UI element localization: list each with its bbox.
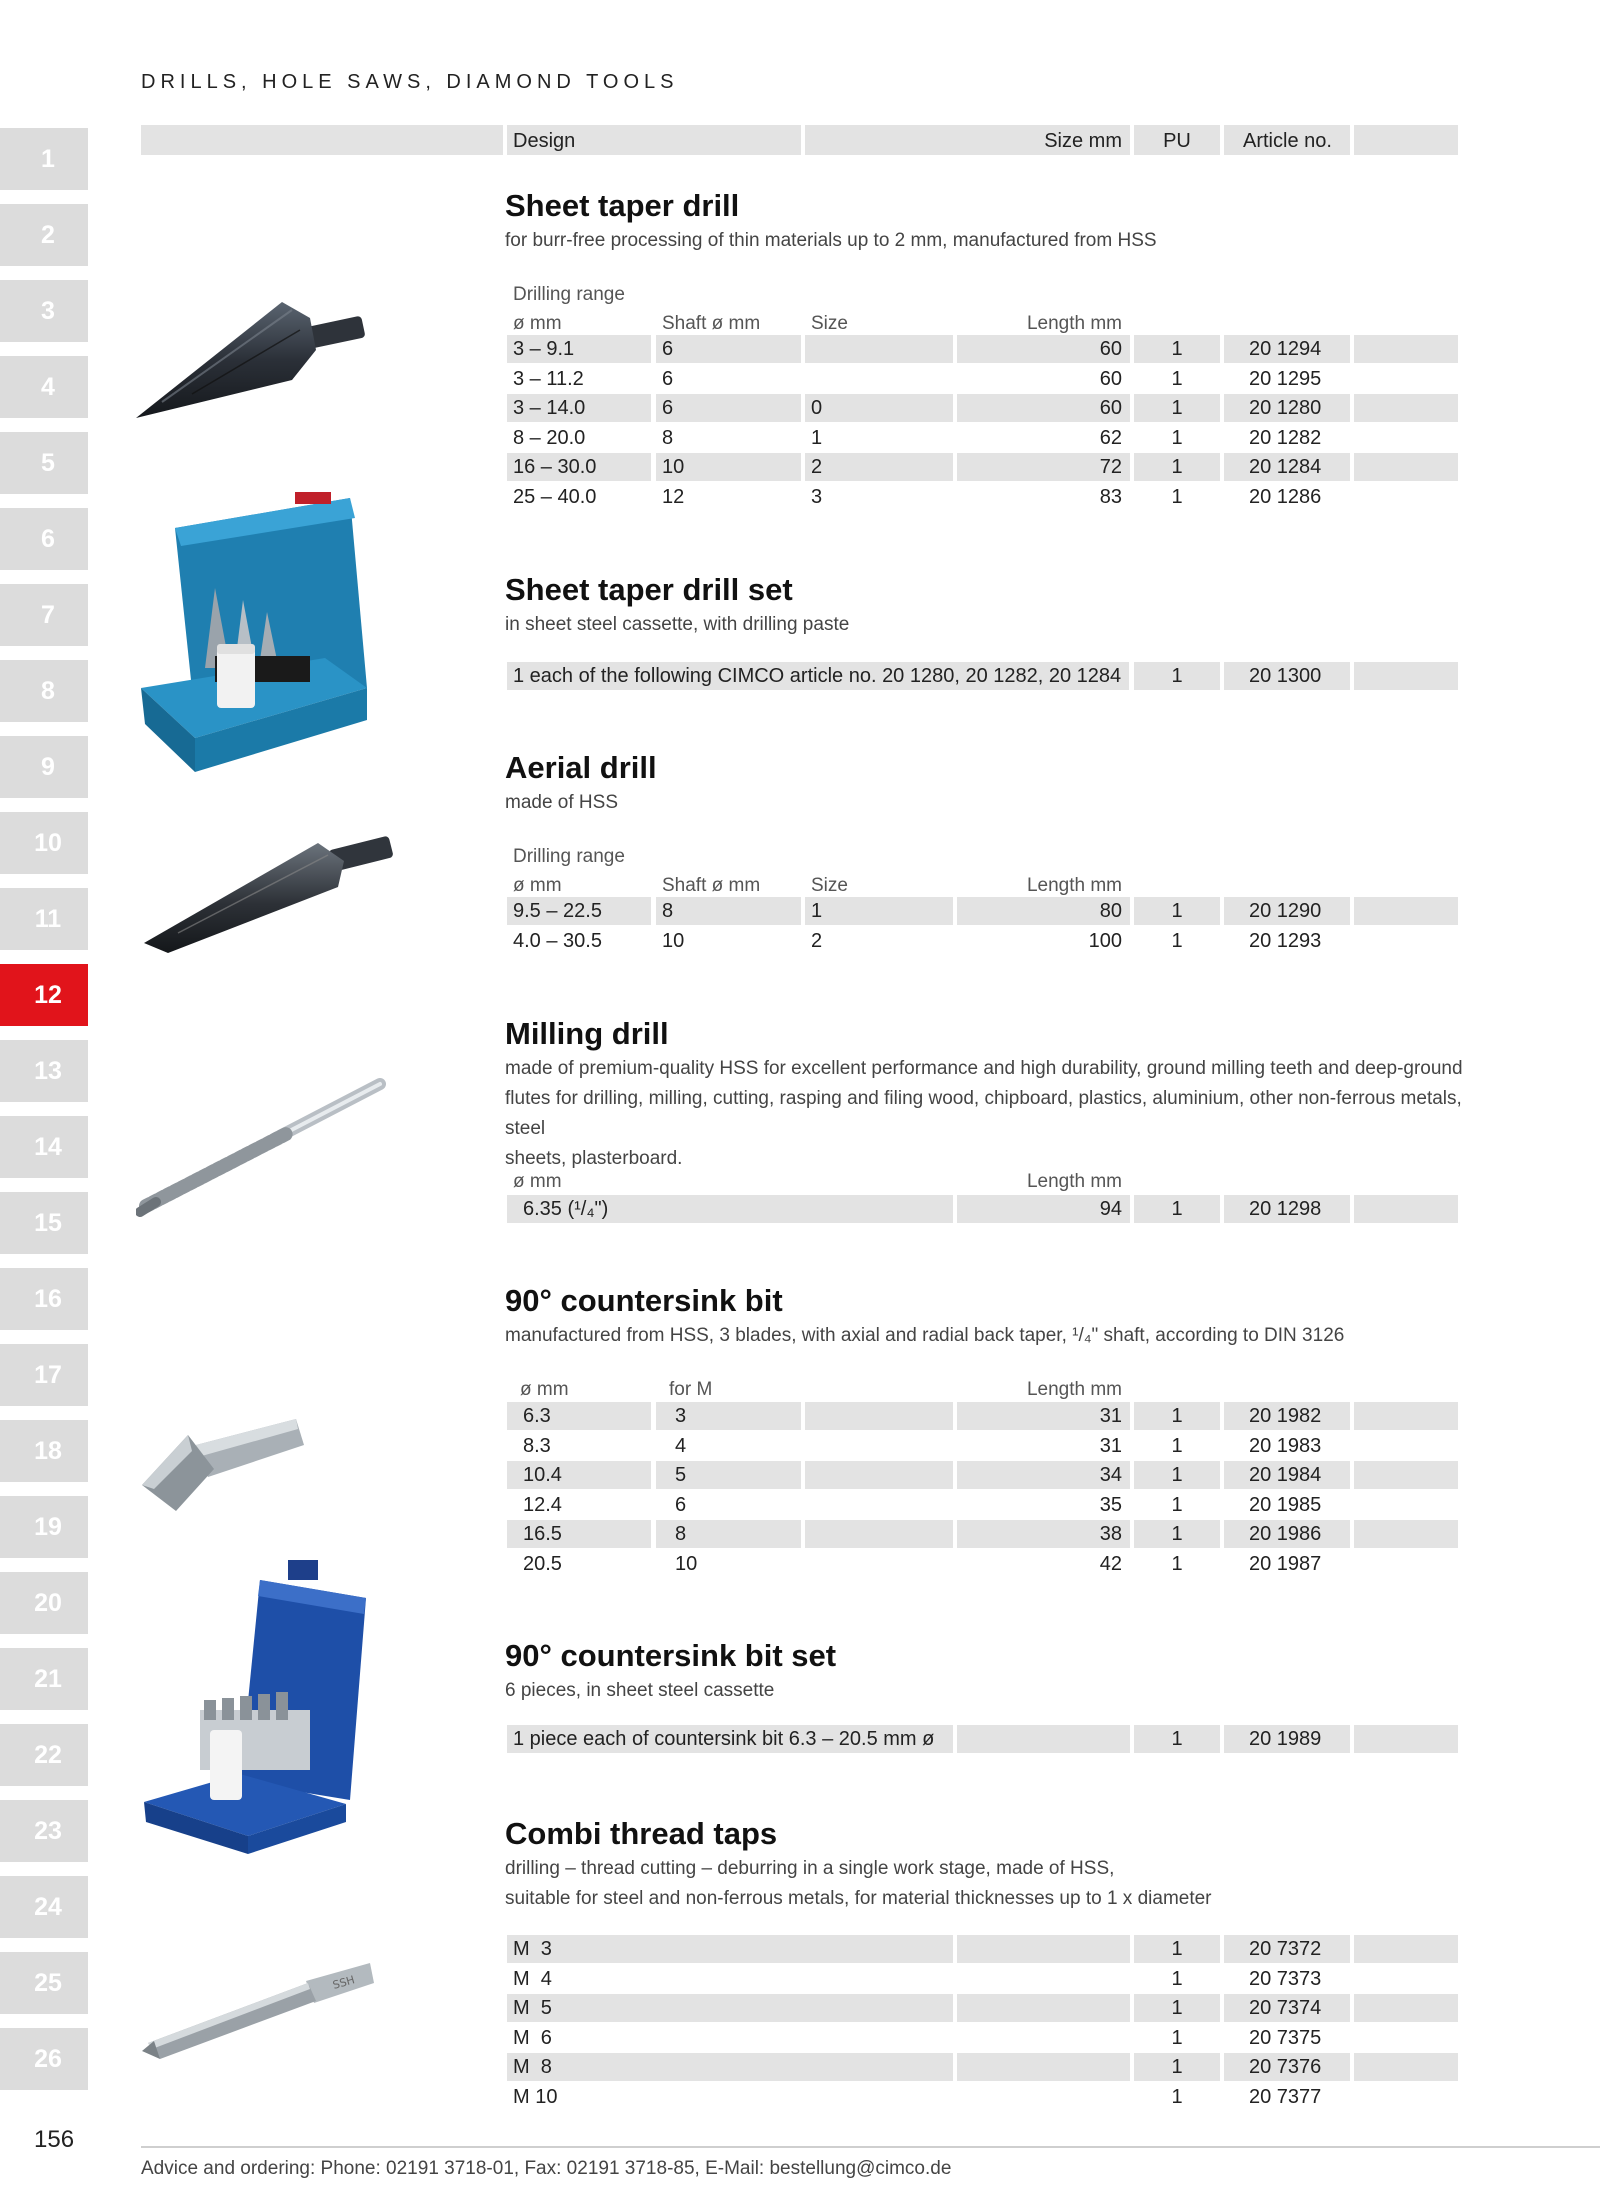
article-number: 20 1295 [1249,367,1322,390]
table-row [505,897,1460,925]
shaft-value: 6 [662,397,674,419]
table-row [505,1432,1460,1460]
for-m-value: 5 [675,1464,687,1486]
chapter-tab-5[interactable]: 5 [0,432,88,494]
length-value: 60 [1099,397,1122,419]
table-row [505,927,1460,955]
pu-value: 1 [1171,1493,1183,1516]
diameter-value: 6.3 [523,1405,551,1427]
diameter-value: 16.5 [523,1523,562,1545]
label-size: Size [811,875,848,896]
chapter-tab-1[interactable]: 1 [0,128,88,190]
section-title: 90° countersink bit set [505,1638,837,1673]
article-number: 20 1294 [1249,338,1322,360]
chapter-tab-21[interactable]: 21 [0,1648,88,1710]
chapter-tab-14[interactable]: 14 [0,1116,88,1178]
pu-value: 1 [1171,1198,1183,1220]
article-number: 20 7377 [1249,2085,1322,2108]
chapter-tab-9[interactable]: 9 [0,736,88,798]
article-number: 20 7375 [1249,2026,1322,2049]
thread-size-value: M 10 [513,2085,558,2108]
article-number: 20 7373 [1249,1967,1322,1990]
pu-value: 1 [1171,485,1183,508]
diameter-value: 10.4 [523,1464,562,1486]
column-size: Size mm [1044,130,1122,152]
shaft-value: 6 [662,367,674,390]
label-drilling-range: Drilling range [513,846,625,867]
article-number: 20 1290 [1249,900,1322,922]
length-value: 100 [1088,929,1122,952]
chapter-tab-6[interactable]: 6 [0,508,88,570]
description-line: flutes for drilling, milling, cutting, rasping and filing wood, chipboard, plastics, aluminium, other non-ferrous metals, steel [505,1088,1462,1139]
section-title: Combi thread taps [505,1816,778,1851]
pu-value: 1 [1171,397,1183,419]
aerial-drill-image [138,825,398,955]
size-value: 2 [811,456,823,478]
diameter-value: 12.4 [523,1493,562,1516]
table-row [505,483,1460,511]
shaft-value: 8 [662,900,674,922]
drilling-range-value: 3 – 9.1 [513,338,575,360]
table-row [505,335,1460,363]
label-diameter: ø mm [513,875,562,896]
section-description [505,1054,1505,1174]
chapter-tab-4[interactable]: 4 [0,356,88,418]
label-diameter: ø mm [513,1171,562,1192]
column-pu: PU [1163,130,1191,152]
pu-value: 1 [1171,1728,1183,1750]
table-row [505,2083,1460,2111]
chapter-tab-3[interactable]: 3 [0,280,88,342]
pu-value: 1 [1171,929,1183,952]
section-title: 90° countersink bit [505,1283,783,1318]
length-value: 60 [1099,367,1122,390]
shaft-value: 6 [662,338,674,360]
for-m-value: 4 [675,1434,687,1457]
countersink-bit-set-image [140,1560,380,1860]
diameter-value: 6.35 (¹/₄") [523,1198,609,1220]
table-row [505,1402,1460,1430]
article-number: 20 7374 [1249,1997,1322,2019]
set-description: 1 each of the following CIMCO article no. 20 1280, 20 1282, 20 1284 [513,665,1122,687]
chapter-tab-19[interactable]: 19 [0,1496,88,1558]
label-shaft: Shaft ø mm [662,313,761,334]
article-number: 20 7376 [1249,2056,1322,2078]
for-m-value: 10 [675,1552,698,1575]
label-size: Size [811,313,848,334]
drilling-range-value: 4.0 – 30.5 [513,929,602,952]
section-title: Sheet taper drill set [505,572,793,607]
article-number: 20 1985 [1249,1493,1322,1516]
footer-contact: Advice and ordering: Phone: 02191 3718-01, Fax: 02191 3718-85, E-Mail: bestellung@cimco.de [141,2158,952,2179]
chapter-tab-25[interactable]: 25 [0,1952,88,2014]
table-row [505,1195,1460,1223]
table-row [505,394,1460,422]
length-value: 38 [1099,1523,1122,1545]
pu-value: 1 [1171,367,1183,390]
pu-value: 1 [1171,426,1183,449]
thread-size-value: M 8 [513,2056,552,2078]
drilling-range-value: 9.5 – 22.5 [513,900,602,922]
description-line: made of premium-quality HSS for excellent performance and high durability, ground milling teeth and deep-ground [505,1058,1463,1079]
article-number: 20 1298 [1249,1198,1322,1220]
description-line: drilling – thread cutting – deburring in a single work stage, made of HSS, [505,1858,1115,1879]
label-for-m: for M [669,1379,713,1400]
section-title: Milling drill [505,1016,669,1051]
chapter-tab-2[interactable]: 2 [0,204,88,266]
shaft-value: 12 [662,485,685,508]
article-number: 20 1293 [1249,929,1322,952]
table-row [505,1935,1460,1963]
size-value: 1 [811,900,823,922]
table-row [505,453,1460,481]
length-value: 72 [1099,456,1122,478]
drilling-range-value: 25 – 40.0 [513,485,597,508]
article-number: 20 1280 [1249,397,1322,419]
length-value: 42 [1099,1552,1122,1575]
table-row [505,662,1460,690]
chapter-tab-23[interactable]: 23 [0,1800,88,1862]
chapter-tab-16[interactable]: 16 [0,1268,88,1330]
shaft-value: 8 [662,426,674,449]
label-length: Length mm [1026,1171,1122,1192]
milling-drill-image [136,1078,386,1228]
table-row [505,1994,1460,2022]
size-value: 0 [811,397,823,419]
thread-size-value: M 3 [513,1938,552,1960]
column-article: Article no. [1243,130,1332,152]
section-description: 6 pieces, in sheet steel cassette [505,1680,775,1701]
pu-value: 1 [1171,665,1183,687]
label-drilling-range: Drilling range [513,284,625,305]
thread-size-value: M 4 [513,1967,552,1990]
pu-value: 1 [1171,1552,1183,1575]
page-header-title: DRILLS, HOLE SAWS, DIAMOND TOOLS [141,71,679,93]
size-value: 1 [811,426,823,449]
length-value: 34 [1099,1464,1122,1486]
article-number: 20 1987 [1249,1552,1322,1575]
size-value: 2 [811,929,823,952]
pu-value: 1 [1171,1938,1183,1960]
page-number: 156 [34,2126,75,2153]
drilling-range-value: 3 – 14.0 [513,397,586,419]
table-row [505,1461,1460,1489]
article-number: 20 1282 [1249,426,1322,449]
chapter-tab-12[interactable]: 12 [0,964,88,1026]
thread-size-value: M 6 [513,2026,552,2049]
length-value: 94 [1099,1198,1122,1220]
pu-value: 1 [1171,2056,1183,2078]
table-row [505,1965,1460,1993]
section-description: for burr-free processing of thin materials up to 2 mm, manufactured from HSS [505,230,1157,251]
description-line: sheets, plasterboard. [505,1148,683,1169]
label-length: Length mm [1026,875,1122,896]
diameter-value: 8.3 [523,1434,551,1457]
article-number: 20 1983 [1249,1434,1322,1457]
label-diameter: ø mm [520,1379,569,1400]
size-value: 3 [811,485,823,508]
label-shaft: Shaft ø mm [662,875,761,896]
column-design: Design [513,130,576,152]
section-title: Aerial drill [505,750,657,785]
drilling-range-value: 3 – 11.2 [513,367,584,390]
chapter-tab-18[interactable]: 18 [0,1420,88,1482]
set-description: 1 piece each of countersink bit 6.3 – 20.5 mm ø [513,1728,935,1750]
section-description: manufactured from HSS, 3 blades, with axial and radial back taper, ¹/₄" shaft, according to DIN 3126 [505,1325,1345,1346]
length-value: 62 [1099,426,1122,449]
length-value: 60 [1099,338,1122,360]
table-row [505,1725,1460,1753]
pu-value: 1 [1171,338,1183,360]
length-value: 80 [1099,900,1122,922]
table-row [505,2053,1460,2081]
pu-value: 1 [1171,2085,1183,2108]
chapter-tab-8[interactable]: 8 [0,660,88,722]
chapter-tab-7[interactable]: 7 [0,584,88,646]
chapter-tab-24[interactable]: 24 [0,1876,88,1938]
for-m-value: 8 [675,1523,687,1545]
pu-value: 1 [1171,1405,1183,1427]
article-number: 20 7372 [1249,1938,1322,1960]
drilling-range-value: 16 – 30.0 [513,456,597,478]
article-number: 20 1284 [1249,456,1322,478]
thread-size-value: M 5 [513,1997,552,2019]
article-number: 20 1984 [1249,1464,1322,1486]
shaft-value: 10 [662,929,685,952]
section-title: Sheet taper drill [505,188,740,223]
chapter-tab-10[interactable]: 10 [0,812,88,874]
section-description: in sheet steel cassette, with drilling paste [505,614,850,635]
chapter-tab-22[interactable]: 22 [0,1724,88,1786]
section-description [505,1854,1505,1914]
length-value: 31 [1099,1434,1122,1457]
article-number: 20 1300 [1249,665,1322,687]
pu-value: 1 [1171,2026,1183,2049]
chapter-tab-17[interactable]: 17 [0,1344,88,1406]
article-number: 20 1986 [1249,1523,1322,1545]
section-description: made of HSS [505,792,618,813]
description-line: suitable for steel and non-ferrous metals, for material thicknesses up to 1 x diameter [505,1888,1212,1909]
table-row [505,2024,1460,2052]
chapter-tab-13[interactable]: 13 [0,1040,88,1102]
table-row [505,1520,1460,1548]
sheet-taper-drill-set-image [135,488,375,778]
diameter-value: 20.5 [523,1552,562,1575]
length-value: 31 [1099,1405,1122,1427]
chapter-tab-11[interactable]: 11 [0,888,88,950]
pu-value: 1 [1171,1464,1183,1486]
countersink-bit-image [136,1415,316,1525]
drilling-range-value: 8 – 20.0 [513,426,586,449]
pu-value: 1 [1171,456,1183,478]
footer-divider [141,2146,1600,2148]
article-number: 20 1982 [1249,1405,1322,1427]
label-length: Length mm [1026,313,1122,334]
label-diameter: ø mm [513,313,562,334]
for-m-value: 3 [675,1405,687,1427]
chapter-tab-20[interactable]: 20 [0,1572,88,1634]
pu-value: 1 [1171,1967,1183,1990]
table-row [505,1550,1460,1578]
table-row [505,365,1460,393]
chapter-tab-26[interactable]: 26 [0,2028,88,2090]
table-row [505,1491,1460,1519]
pu-value: 1 [1171,1523,1183,1545]
chapter-tab-15[interactable]: 15 [0,1192,88,1254]
tap-marking: SSH [331,1973,357,1992]
sheet-taper-drill-image [132,290,372,440]
table-row [505,424,1460,452]
label-length: Length mm [1026,1379,1122,1400]
pu-value: 1 [1171,1997,1183,2019]
combi-thread-tap-image [138,1955,378,2065]
article-number: 20 1989 [1249,1728,1322,1750]
shaft-value: 10 [662,456,685,478]
article-number: 20 1286 [1249,485,1322,508]
for-m-value: 6 [675,1493,687,1516]
length-value: 35 [1099,1493,1122,1516]
pu-value: 1 [1171,900,1183,922]
length-value: 83 [1099,485,1122,508]
pu-value: 1 [1171,1434,1183,1457]
